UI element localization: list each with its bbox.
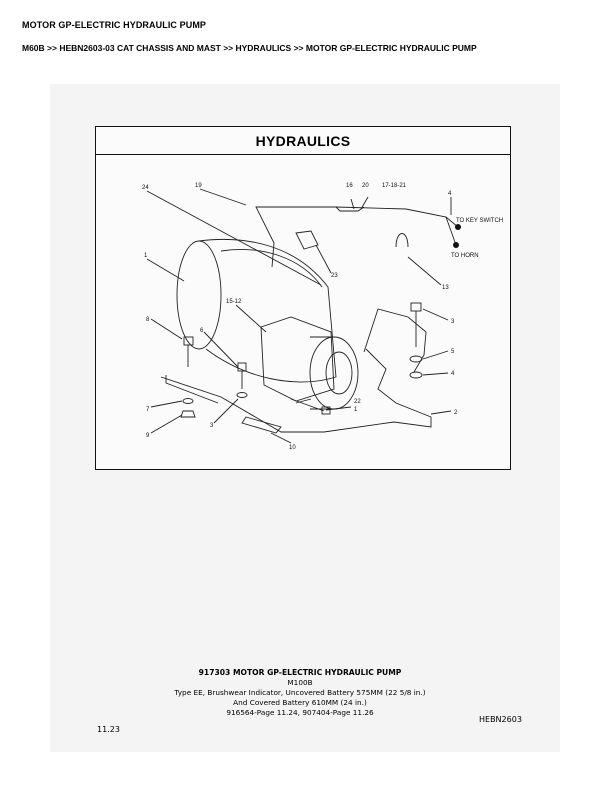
exploded-parts-drawing: [96, 127, 512, 471]
label-to-key-switch: TO KEY SWITCH: [456, 218, 504, 224]
motor-rear-end: [177, 241, 221, 349]
callout-10: 10: [289, 445, 296, 451]
callout-8: 8: [146, 317, 150, 323]
caption-part-title: 917303 MOTOR GP-ELECTRIC HYDRAULIC PUMP: [198, 668, 402, 677]
page-number: 11.23: [97, 725, 120, 734]
diagram-caption: [150, 668, 450, 718]
base-bracket: [161, 349, 431, 432]
callout-2: 2: [454, 410, 458, 416]
callout-23: 23: [331, 273, 338, 279]
pump-housing: [261, 317, 334, 401]
pump-face-outer: [310, 337, 358, 409]
label-to-horn: TO HORN: [451, 253, 479, 259]
caption-battery-line: And Covered Battery 610MM (24 in.): [233, 698, 367, 707]
parts-diagram-frame: [95, 126, 511, 470]
callout-20: 20: [362, 183, 369, 189]
wire-connector: [296, 231, 318, 249]
callout-5: 5: [451, 349, 455, 355]
caption-type-line: Type EE, Brushwear Indicator, Uncovered Battery 575MM (22 5/8 in.): [174, 688, 426, 697]
callout-3-right: 3: [451, 319, 455, 325]
diagram-section-title: HYDRAULICS: [255, 133, 351, 149]
page-title: MOTOR GP-ELECTRIC HYDRAULIC PUMP: [22, 20, 207, 30]
caption-model: M100B: [287, 678, 313, 687]
callout-4-right: 4: [451, 371, 455, 377]
callout-7: 7: [146, 407, 150, 413]
document-code: HEBN2603: [479, 715, 522, 724]
callout-4-top: 4: [448, 191, 452, 197]
callout-6: 6: [200, 328, 204, 334]
caption-page-refs: 916564-Page 11.24, 907404-Page 11.26: [226, 708, 374, 717]
right-bracket: [364, 309, 426, 372]
callout-19: 19: [195, 183, 202, 189]
callout-15-12: 15-12: [226, 299, 242, 305]
callout-1-top: 1: [144, 253, 148, 259]
callout-3-bottom: 3: [210, 423, 214, 429]
callout-16: 16: [346, 183, 353, 189]
callout-9: 9: [146, 433, 150, 439]
callout-24: 24: [142, 185, 149, 191]
breadcrumb[interactable]: M60B >> HEBN2603-03 CAT CHASSIS AND MAST >> HYDRAULICS >> MOTOR GP-ELECTRIC HYDRAULIC PUMP: [22, 43, 477, 53]
callout-22: 22: [354, 399, 361, 405]
callout-17-18-21: 17-18-21: [382, 183, 407, 189]
motor-housing: [199, 239, 336, 382]
callout-1-bottom: 1: [354, 407, 358, 413]
mount-shoe: [242, 417, 281, 433]
callout-13: 13: [442, 285, 449, 291]
pump-face-inner: [326, 352, 352, 394]
